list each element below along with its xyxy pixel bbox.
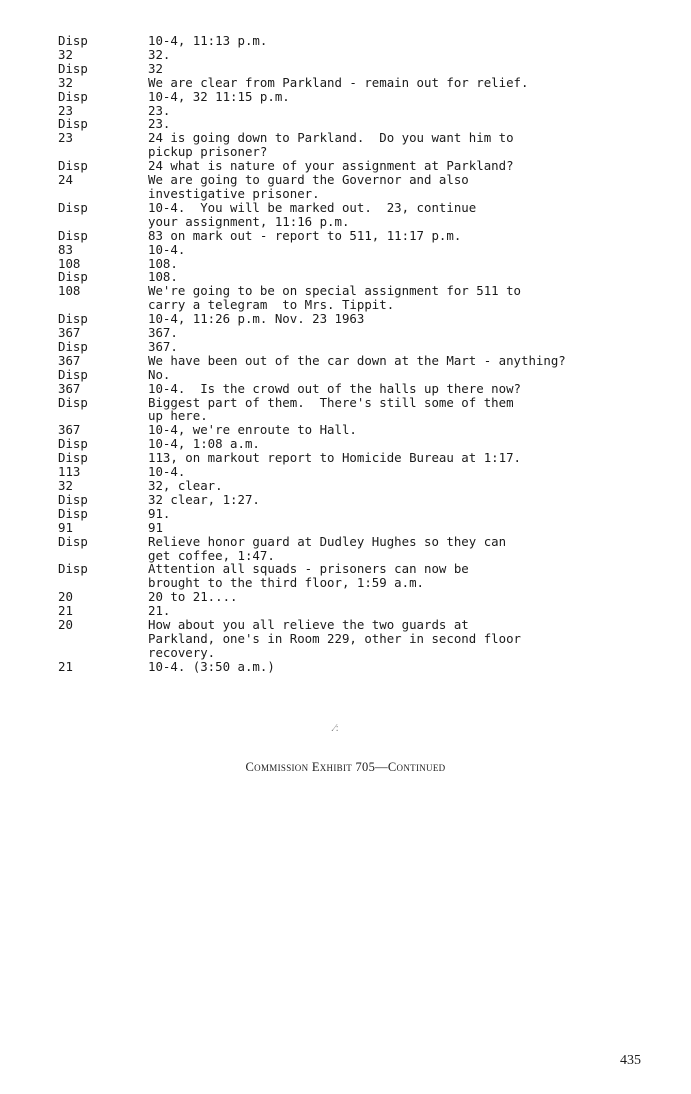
speaker-label: Disp: [58, 60, 88, 76]
message-text: 21.: [148, 603, 171, 619]
transcript-entry: [58, 493, 658, 507]
message-text: We are clear from Parkland - remain out for relief.: [148, 74, 529, 90]
speaker-label: 32: [58, 478, 73, 493]
transcript-entry: [58, 465, 658, 479]
transcript-entry: [58, 90, 658, 104]
message-text: Attention all squads - prisoners can now be brought to the third floor, 1:59 a.m.: [148, 561, 469, 591]
message-text: We are going to guard the Governor and also investigative prisoner.: [148, 172, 469, 201]
message-text: 32.: [148, 46, 171, 62]
transcript-entry: [58, 562, 658, 590]
transcript-entry: [58, 131, 658, 159]
message-text: 10-4. You will be marked out. 23, continue your assignment, 11:16 p.m.: [148, 199, 477, 229]
message-text: 23.: [148, 102, 171, 118]
speaker-label: Disp: [58, 199, 88, 215]
speaker-label: Disp: [58, 436, 88, 452]
message-text: 24 is going down to Parkland. Do you want him to pickup prisoner?: [148, 130, 514, 160]
speaker-label: 24: [58, 172, 73, 188]
speaker-label: Disp: [58, 366, 88, 382]
transcript-entry: [58, 270, 658, 284]
radio-transcript: [58, 34, 658, 674]
message-text: 10-4, 11:26 p.m. Nov. 23 1963: [148, 311, 365, 327]
message-text: 32 clear, 1:27.: [148, 491, 260, 507]
speaker-label: 367: [58, 380, 81, 396]
transcript-entry: [58, 48, 658, 62]
speaker-label: Disp: [58, 394, 88, 410]
transcript-entry: [58, 243, 658, 257]
speaker-label: Disp: [58, 158, 88, 174]
transcript-entry: [58, 590, 658, 604]
message-text: 32: [148, 60, 163, 76]
ink-mark: .⁄:: [331, 722, 339, 734]
speaker-label: 108: [58, 255, 81, 271]
speaker-label: Disp: [58, 491, 88, 507]
transcript-entry: [58, 423, 658, 437]
transcript-entry: [58, 437, 658, 451]
speaker-label: Disp: [58, 533, 88, 549]
message-text: We have been out of the car down at the Mart - anything?: [148, 352, 566, 368]
transcript-entry: [58, 257, 658, 271]
message-text: 108.: [148, 269, 178, 285]
transcript-entry: [58, 62, 658, 76]
message-text: 24 what is nature of your assignment at Parkland?: [148, 158, 514, 174]
transcript-entry: [58, 451, 658, 465]
message-text: 10-4, we're enroute to Hall.: [148, 422, 357, 438]
message-text: 91.: [148, 505, 171, 521]
message-text: 10-4. Is the crowd out of the halls up there now?: [148, 380, 521, 396]
speaker-label: Disp: [58, 116, 88, 132]
message-text: No.: [148, 366, 171, 382]
message-text: We're going to be on special assignment for 511 to carry a telegram to Mrs. Tippit.: [148, 283, 521, 313]
transcript-entry: [58, 104, 658, 118]
message-text: 83 on mark out - report to 511, 11:17 p.m.: [148, 227, 462, 243]
speaker-label: Disp: [58, 338, 88, 354]
speaker-label: 108: [58, 283, 81, 299]
transcript-entry: [58, 368, 658, 382]
message-text: 10-4.: [148, 241, 186, 257]
transcript-entry: [58, 284, 658, 312]
transcript-entry: [58, 618, 658, 660]
transcript-entry: [58, 173, 658, 201]
transcript-entry: [58, 396, 658, 424]
transcript-entry: [58, 34, 658, 48]
speaker-label: 83: [58, 241, 73, 257]
transcript-entry: [58, 340, 658, 354]
message-text: 91: [148, 519, 163, 535]
speaker-label: Disp: [58, 505, 88, 521]
speaker-label: 367: [58, 352, 81, 368]
message-text: 10-4, 1:08 a.m.: [148, 436, 260, 452]
message-text: 10-4, 32 11:15 p.m.: [148, 88, 290, 104]
page-number: 435: [620, 1053, 641, 1068]
speaker-label: Disp: [58, 88, 88, 104]
speaker-label: Disp: [58, 561, 88, 577]
speaker-label: 32: [58, 46, 73, 62]
speaker-label: 367: [58, 325, 81, 341]
message-text: 10-4. (3:50 a.m.): [148, 658, 275, 674]
speaker-label: Disp: [58, 269, 88, 285]
message-text: 367.: [148, 338, 178, 354]
transcript-entry: [58, 326, 658, 340]
speaker-label: Disp: [58, 33, 88, 48]
speaker-label: 20: [58, 589, 73, 605]
message-text: Biggest part of them. There's still some of them up here.: [148, 394, 514, 424]
speaker-label: 367: [58, 422, 81, 438]
transcript-entry: [58, 159, 658, 173]
message-text: 23.: [148, 116, 171, 132]
transcript-entry: [58, 76, 658, 90]
message-text: 32, clear.: [148, 478, 223, 493]
message-text: 367.: [148, 325, 178, 341]
message-text: 10-4, 11:13 p.m.: [148, 33, 268, 48]
message-text: Relieve honor guard at Dudley Hughes so they can get coffee, 1:47.: [148, 533, 507, 563]
speaker-label: 91: [58, 519, 73, 535]
speaker-label: Disp: [58, 450, 88, 466]
message-text: How about you all relieve the two guards at Parkland, one's in Room 229, other in second floor recovery.: [148, 617, 521, 660]
message-text: 20 to 21....: [148, 589, 238, 605]
speaker-label: 21: [58, 658, 73, 674]
transcript-entry: [58, 201, 658, 229]
transcript-entry: [58, 604, 658, 618]
transcript-entry: [58, 117, 658, 131]
transcript-entry: [58, 507, 658, 521]
speaker-label: Disp: [58, 311, 88, 327]
exhibit-caption: Commission Exhibit 705—Continued: [245, 760, 446, 774]
transcript-entry: [58, 229, 658, 243]
transcript-entry: [58, 312, 658, 326]
message-text: 10-4.: [148, 464, 186, 480]
transcript-entry: [58, 479, 658, 493]
transcript-entry: [58, 382, 658, 396]
speaker-label: 23: [58, 130, 73, 146]
speaker-label: 32: [58, 74, 73, 90]
speaker-label: 23: [58, 102, 73, 118]
transcript-entry: [58, 354, 658, 368]
speaker-label: 113: [58, 464, 81, 480]
speaker-label: 20: [58, 617, 73, 633]
message-text: 108.: [148, 255, 178, 271]
transcript-entry: [58, 660, 658, 674]
speaker-label: 21: [58, 603, 73, 619]
speaker-label: Disp: [58, 227, 88, 243]
transcript-entry: [58, 521, 658, 535]
transcript-entry: [58, 535, 658, 563]
message-text: 113, on markout report to Homicide Bureau at 1:17.: [148, 450, 521, 466]
